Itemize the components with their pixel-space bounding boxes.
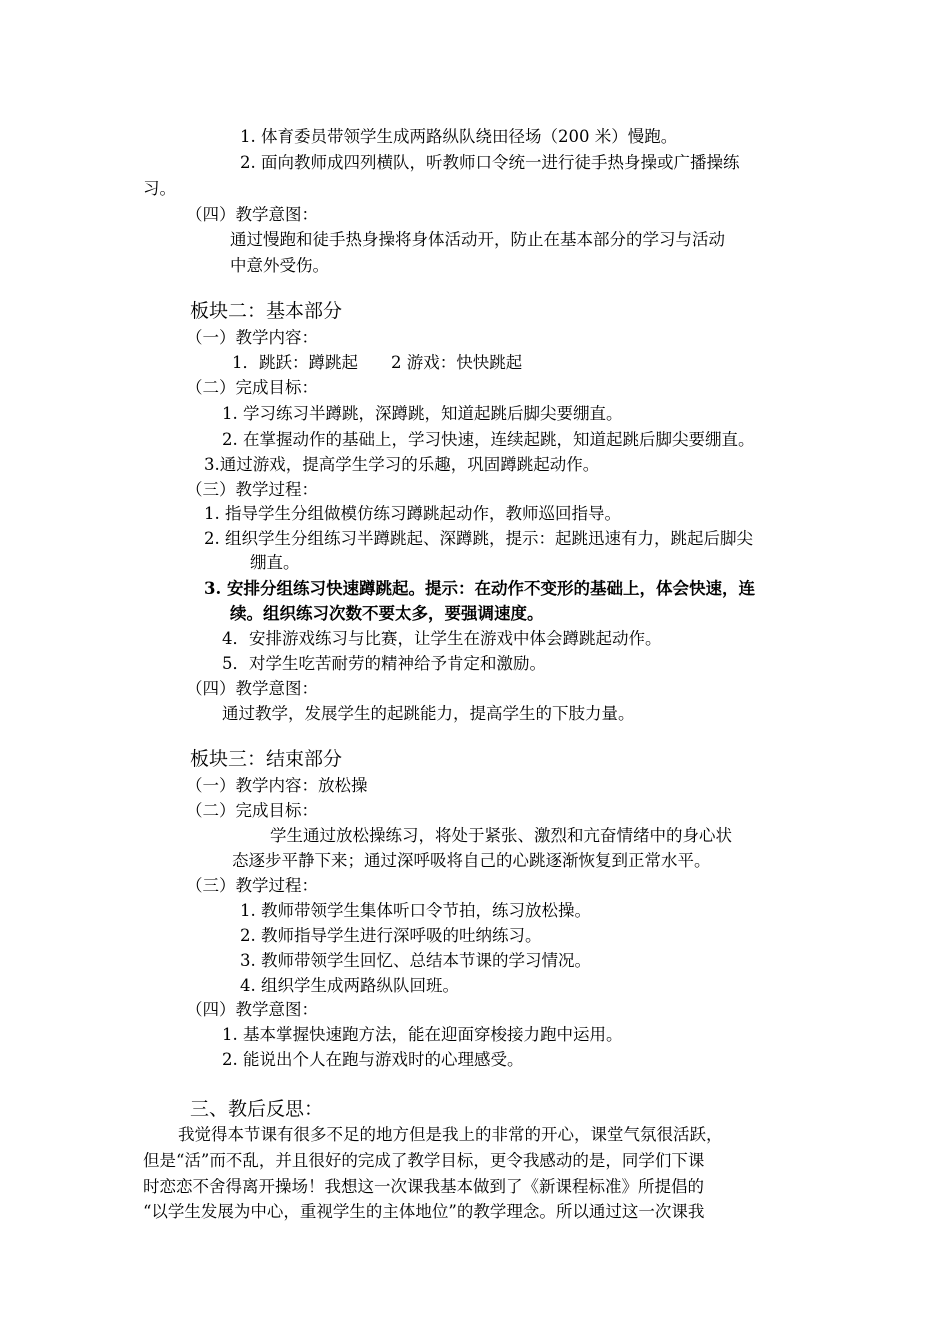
process-item-3-1: 1. 教师带领学生集体听口令节拍，练习放松操。 [240,901,591,920]
process-item-2-5: 5．对学生吃苦耐劳的精神给予肯定和激励。 [222,654,546,673]
section-heading-closing: 板块三：结束部分 [190,748,343,770]
warmup-step-2-cont: 习。 [143,179,176,198]
intent-text-1b: 中意外受伤。 [230,256,329,275]
section-heading-basic: 板块二：基本部分 [190,300,343,322]
process-heading-3: （三）教学过程： [186,876,318,895]
reflection-line-2: 但是“活”而不乱，并且很好的完成了教学目标，更令我感动的是，同学们下课 [143,1151,705,1170]
process-item-2-3-cont: 续。组织练习次数不要太多，要强调速度。 [230,604,544,623]
intent-heading-2: （四）教学意图： [186,679,318,698]
intent-heading-1: （四）教学意图： [186,205,318,224]
process-item-2-4: 4．安排游戏练习与比赛，让学生在游戏中体会蹲跳起动作。 [222,629,662,648]
reflection-line-1: 我觉得本节课有很多不足的地方但是我上的非常的开心，课堂气氛很活跃， [178,1125,723,1144]
reflection-heading: 三、教后反思： [190,1098,324,1120]
goal-heading-3: （二）完成目标： [186,801,318,820]
intent-text-1a: 通过慢跑和徒手热身操将身体活动开，防止在基本部分的学习与活动 [230,230,725,249]
goal-item-2-1: 1. 学习练习半蹲跳，深蹲跳，知道起跳后脚尖要绷直。 [222,404,623,423]
goal-text-3b: 态逐步平静下来；通过深呼吸将自己的心跳逐渐恢复到正常水平。 [232,851,711,870]
content-heading-3: （一）教学内容：放松操 [186,776,368,795]
goal-heading-2: （二）完成目标： [186,378,318,397]
intent-heading-3: （四）教学意图： [186,1000,318,1019]
intent-item-3-1: 1. 基本掌握快速跑方法，能在迎面穿梭接力跑中运用。 [222,1025,623,1044]
process-item-3-4: 4. 组织学生成两路纵队回班。 [240,976,459,995]
warmup-step-2: 2. 面向教师成四列横队，听教师口令统一进行徒手热身操或广播操练 [240,153,740,172]
process-item-2-2: 2. 组织学生分组练习半蹲跳起、深蹲跳，提示：起跳迅速有力，跳起后脚尖 [204,529,753,548]
goal-item-2-2: 2. 在掌握动作的基础上，学习快速，连续起跳，知道起跳后脚尖要绷直。 [222,430,755,449]
process-item-2-1: 1. 指导学生分组做模仿练习蹲跳起动作，教师巡回指导。 [204,504,621,523]
goal-text-3a: 学生通过放松操练习，将处于紧张、激烈和亢奋情绪中的身心状 [270,826,732,845]
process-heading-2: （三）教学过程： [186,480,318,499]
goal-item-2-3: 3.通过游戏，提高学生学习的乐趣，巩固蹲跳起动作。 [204,455,600,474]
process-item-3-3: 3. 教师带领学生回忆、总结本节课的学习情况。 [240,951,591,970]
reflection-line-4: “以学生发展为中心，重视学生的主体地位”的教学理念。所以通过这一次课我 [143,1202,705,1221]
intent-text-2: 通过教学，发展学生的起跳能力，提高学生的下肢力量。 [222,704,635,723]
process-item-2-2-cont: 绷直。 [250,553,300,572]
process-item-3-2: 2. 教师指导学生进行深呼吸的吐纳练习。 [240,926,542,945]
intent-item-3-2: 2. 能说出个人在跑与游戏时的心理感受。 [222,1050,524,1069]
content-text-2: 1．跳跃：蹲跳起 2 游戏：快快跳起 [232,353,523,372]
content-heading-2: （一）教学内容： [186,328,318,347]
reflection-line-3: 时恋恋不舍得离开操场！我想这一次课我基本做到了《新课程标准》所提倡的 [143,1177,704,1196]
warmup-step-1: 1. 体育委员带领学生成两路纵队绕田径场（200 米）慢跑。 [240,127,678,146]
process-item-2-3: 3. 安排分组练习快速蹲跳起。提示：在动作不变形的基础上，体会快速，连 [204,579,755,598]
